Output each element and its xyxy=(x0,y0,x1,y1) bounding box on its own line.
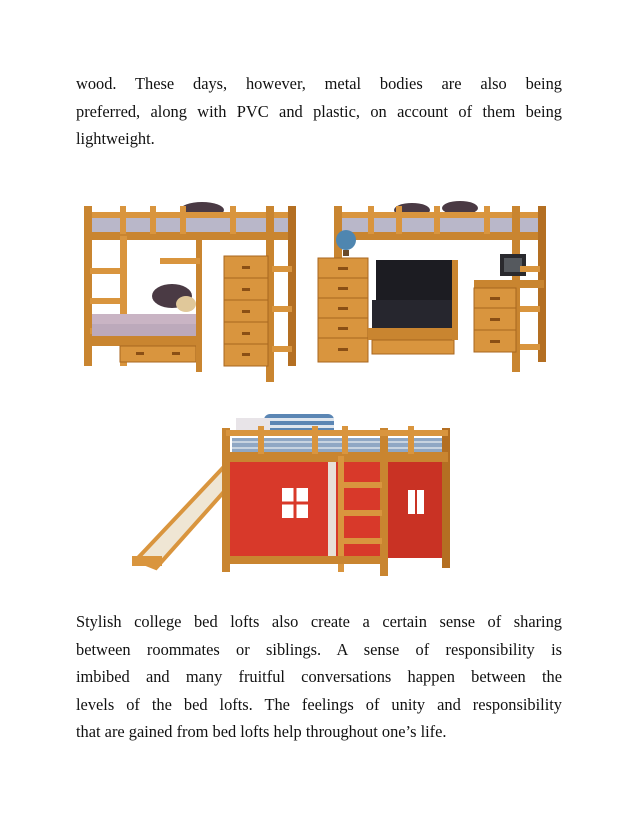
tent-loft-bed-with-slide-image xyxy=(132,410,458,580)
intro-line: lightweight. xyxy=(76,129,155,148)
closing-line: levels of the bed lofts. The feelings of unity and responsibility xyxy=(76,694,562,714)
intro-paragraph xyxy=(76,70,562,153)
intro-line: wood. These days, however, metal bodies are also being xyxy=(76,74,562,93)
intro-line: preferred, along with PVC and plastic, on account of them being xyxy=(76,101,562,121)
closing-line: imbibed and many fruitful conversations happen between the xyxy=(76,667,562,686)
closing-line: between roommates or siblings. A sense of responsibility is xyxy=(76,639,562,659)
loft-bed-with-futon-image xyxy=(316,196,552,376)
loft-bed-with-dresser-image xyxy=(80,196,302,386)
closing-line: that are gained from bed lofts help throughout one’s life. xyxy=(76,722,447,741)
closing-line: Stylish college bed lofts also create a certain sense of sharing xyxy=(76,612,562,631)
closing-paragraph xyxy=(76,608,562,746)
